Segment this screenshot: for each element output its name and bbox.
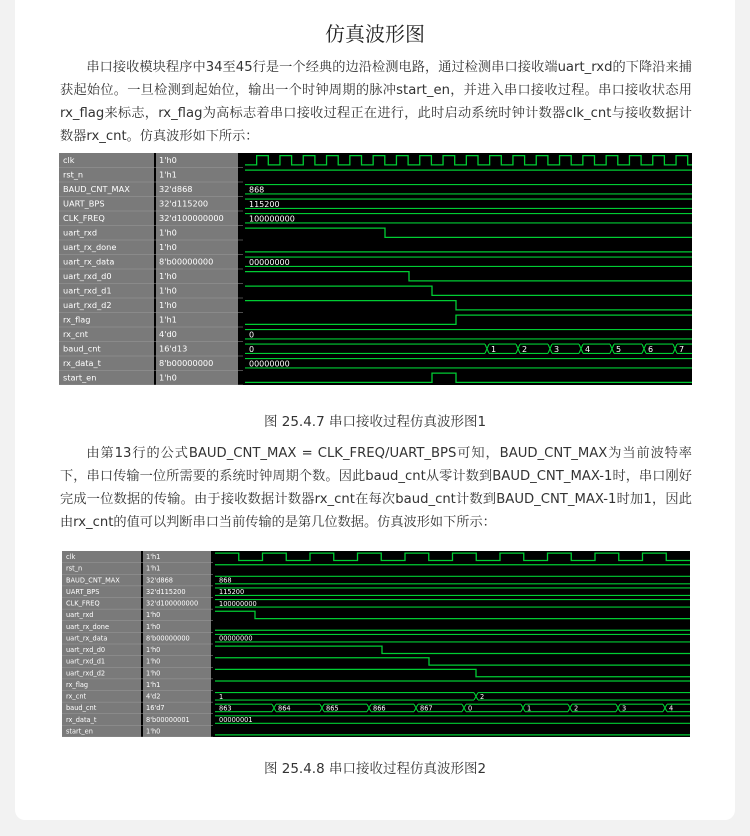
section-title: 仿真波形图 [325, 22, 425, 46]
baud-cnt-bus-label: 1 [527, 704, 532, 713]
signal-value: 1'h1 [146, 564, 161, 573]
figure-caption-2: 图 25.4.8 串口接收过程仿真波形图2 [263, 761, 487, 777]
baud-cnt-bus-label: 2 [522, 344, 528, 354]
signal-value: 16'd7 [146, 704, 165, 713]
signal-name: rst_n [63, 169, 84, 180]
baud-cnt-bus-label: 864 [278, 704, 291, 713]
baud-cnt-bus-label: 2 [574, 704, 579, 713]
baud-cnt-bus-label: 0 [249, 344, 255, 354]
signal-value: 1'h1 [159, 314, 177, 325]
signal-name: baud_cnt [63, 343, 101, 354]
signal-value: 32'd115200 [159, 198, 209, 209]
clk-freq-bus-label: 100000000 [249, 214, 295, 224]
signal-value: 1'h0 [159, 285, 177, 296]
signal-value: 1'h1 [159, 169, 177, 180]
signal-name: UART_BPS [66, 587, 100, 596]
signal-name: start_en [66, 727, 93, 736]
signal-name: BAUD_CNT_MAX [66, 576, 120, 585]
signal-name: uart_rxd_d1 [63, 285, 112, 296]
signal-name: uart_rx_done [63, 242, 117, 253]
signal-name: BAUD_CNT_MAX [63, 184, 130, 195]
signal-value: 8'b00000000 [159, 358, 214, 369]
signal-name: rx_data_t [63, 358, 101, 369]
baud-cnt-bus-label: 4 [669, 704, 674, 713]
signal-value: 1'h0 [146, 611, 161, 620]
signal-value: 1'h0 [159, 271, 177, 282]
signal-value: 1'h0 [146, 622, 161, 631]
signal-value: 4'd2 [146, 692, 161, 701]
signal-name: uart_rx_data [63, 256, 115, 267]
signal-value: 32'd115200 [146, 587, 186, 596]
signal-name: CLK_FREQ [63, 213, 105, 224]
signal-value: 1'h0 [146, 669, 161, 678]
baud-cnt-bus-label: 863 [219, 704, 232, 713]
signal-value: 32'd100000000 [159, 213, 224, 224]
signal-value: 1'h0 [159, 372, 177, 383]
waveform-svg-1 [59, 153, 692, 385]
clk-wave [215, 553, 690, 560]
rx-cnt-bus-label: 2 [480, 692, 485, 701]
baud-cnt-max-bus-label: 868 [219, 576, 232, 585]
waveform-figure-2 [62, 551, 690, 737]
signal-value: 1'h0 [146, 727, 161, 736]
signal-value: 1'h0 [159, 242, 177, 253]
waveform-svg-2 [62, 551, 690, 737]
baud-cnt-bus-label: 865 [326, 704, 339, 713]
baud-cnt-bus-label: 0 [468, 704, 473, 713]
wave-area [243, 153, 692, 385]
baud-cnt-bus-label: 1 [491, 344, 497, 354]
rx-data-t-bus-label: 00000001 [219, 716, 253, 725]
signal-value: 1'h1 [146, 680, 161, 689]
signal-name: uart_rx_done [66, 622, 110, 631]
signal-value: 1'h0 [159, 155, 177, 166]
signal-name: UART_BPS [63, 198, 105, 209]
signal-value: 32'd100000000 [146, 599, 199, 608]
signal-name: uart_rxd [66, 611, 94, 620]
signal-name: uart_rxd [63, 227, 98, 238]
signal-name: rx_flag [66, 680, 89, 689]
signal-name: rx_cnt [63, 329, 88, 340]
signal-value: 32'd868 [146, 576, 173, 585]
signal-name: start_en [63, 372, 97, 383]
paragraph-2: 由第13行的公式BAUD_CNT_MAX = CLK_FREQ/UART_BPS可知，BAUD_CNT_MAX为当前波特率下，串口传输一位所需要的系统时钟周期个数。因此baud_cnt从零计数到BAUD_CNT_MAX-1时，串口刚好完成一位数据的传输。由于接收数据计数器rx_cnt在每次baud_cnt计数到BAUD_CNT_MAX-1时加1，因此由rx_cnt的值可以判断串口当前传输的是第几位数据。仿真波形如下所示： [60, 446, 692, 530]
uart-bps-bus-label: 115200 [249, 199, 280, 209]
baud-cnt-max-bus-label: 868 [249, 185, 265, 195]
signal-name: rst_n [66, 564, 83, 573]
uart-rx-data-bus-label: 00000000 [249, 257, 290, 267]
signal-value: 4'd0 [159, 329, 177, 340]
baud-cnt-bus-label: 7 [679, 344, 685, 354]
rx-cnt-bus-label: 1 [219, 692, 224, 701]
signal-name: uart_rxd_d2 [63, 300, 112, 311]
baud-cnt-bus-label: 5 [616, 344, 622, 354]
paragraph-1: 串口接收模块程序中34至45行是一个经典的边沿检测电路，通过检测串口接收端uart_rxd的下降沿来捕获起始位。一旦检测到起始位，输出一个时钟周期的脉冲start_en，并进入串口接收过程。串口接收状态用rx_flag来标志，rx_flag为高标志着串口接收过程正在进行，此时启动系统时钟计数器clk_cnt与接收数据计数器rx_cnt。仿真波形如下所示： [60, 60, 692, 144]
article-card [15, 0, 735, 820]
signal-name: uart_rx_data [66, 634, 108, 643]
uart-rx-data-bus-label: 00000000 [219, 634, 253, 643]
signal-name: rx_cnt [66, 692, 87, 701]
baud-cnt-bus-label: 867 [420, 704, 433, 713]
signal-name: clk [63, 155, 75, 166]
signal-value: 1'h1 [146, 553, 161, 562]
signal-value: 1'h0 [159, 227, 177, 238]
uart-bps-bus-label: 115200 [219, 588, 245, 597]
signal-value: 16'd13 [159, 343, 188, 354]
signal-name: rx_flag [63, 314, 91, 325]
baud-cnt-bus-label: 3 [554, 344, 560, 354]
signal-name: uart_rxd_d0 [66, 646, 106, 655]
clk-freq-bus-label: 100000000 [219, 599, 257, 608]
rx-data-t-bus-label: 00000000 [249, 359, 290, 369]
signal-value: 1'h0 [146, 646, 161, 655]
rx-cnt-bus-label: 0 [249, 330, 255, 340]
signal-name: baud_cnt [66, 704, 97, 713]
signal-name: uart_rxd_d1 [66, 657, 106, 666]
signal-name: CLK_FREQ [66, 599, 100, 608]
figure-caption-1: 图 25.4.7 串口接收过程仿真波形图1 [263, 414, 487, 430]
signal-value: 32'd868 [159, 184, 193, 195]
signal-value: 1'h0 [146, 657, 161, 666]
baud-cnt-bus-label: 866 [373, 704, 386, 713]
signal-name: clk [66, 553, 76, 562]
signal-name: rx_data_t [66, 715, 97, 724]
baud-cnt-bus-label: 3 [622, 704, 627, 713]
signal-value: 8'b00000001 [146, 715, 190, 724]
signal-name: uart_rxd_d0 [63, 271, 112, 282]
waveform-figure-1 [59, 153, 692, 385]
signal-name: uart_rxd_d2 [66, 669, 106, 678]
signal-value: 1'h0 [159, 300, 177, 311]
signal-value: 8'b00000000 [146, 634, 190, 643]
baud-cnt-bus-label: 4 [585, 344, 591, 354]
baud-cnt-bus-label: 6 [648, 344, 654, 354]
signal-value: 8'b00000000 [159, 256, 214, 267]
